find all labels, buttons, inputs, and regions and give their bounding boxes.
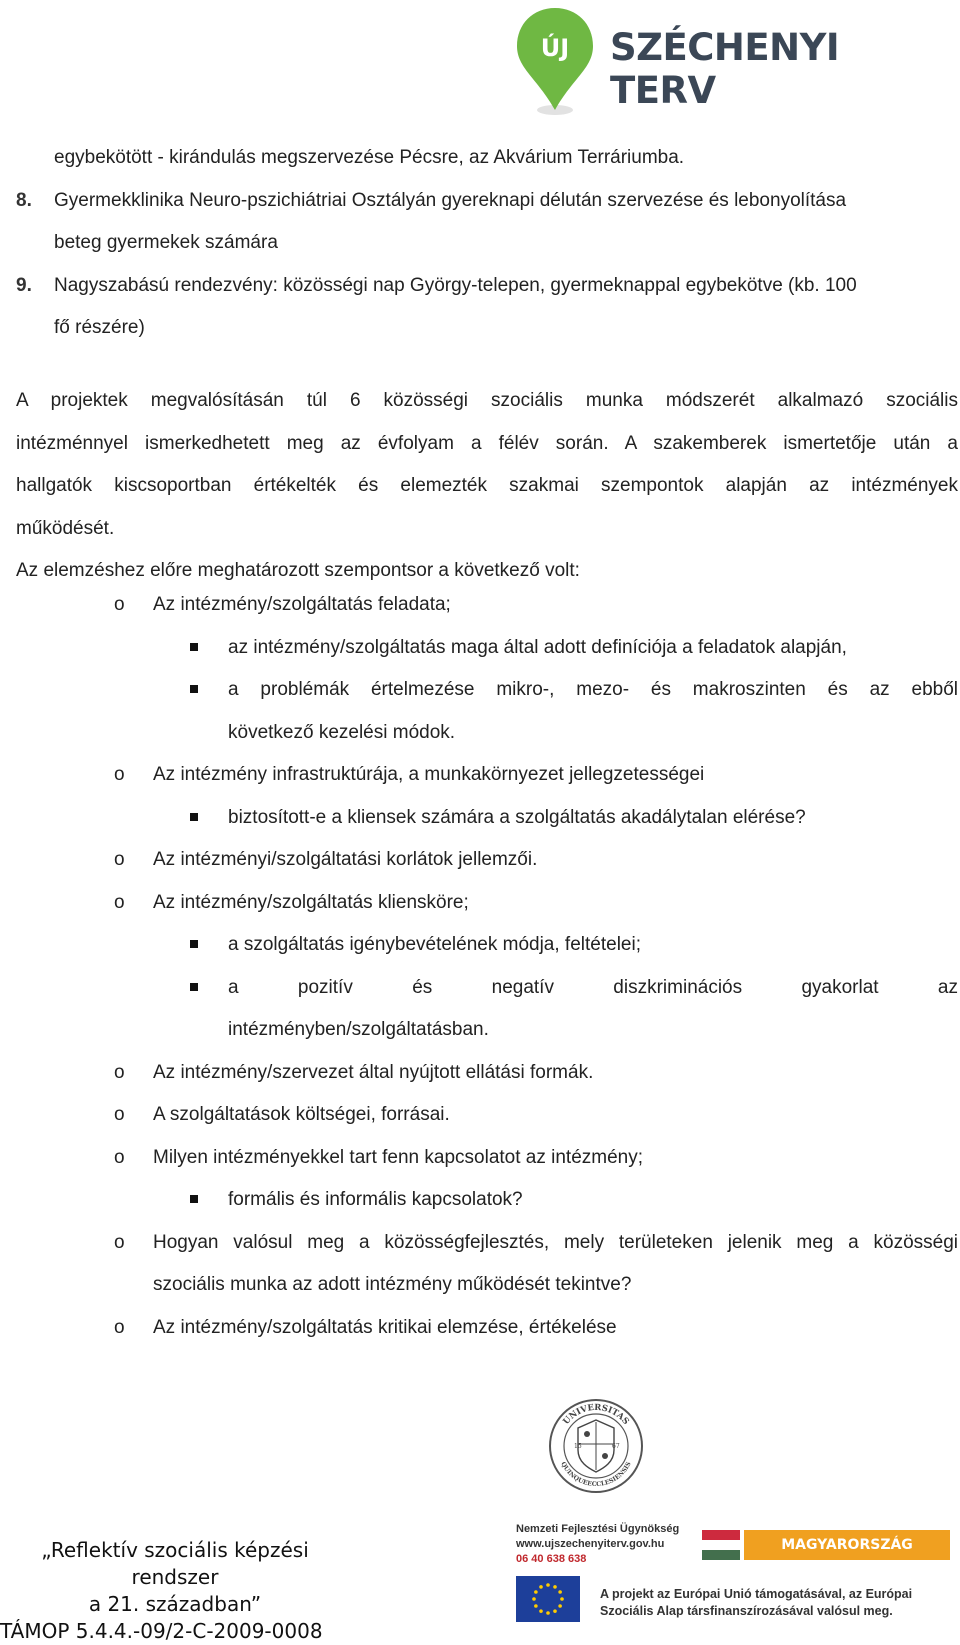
outline-subitem	[16, 1179, 958, 1222]
agency-url: www.ujszechenyiterv.gov.hu	[516, 1538, 665, 1550]
project-code: TÁMOP 5.4.4.-09/2-C-2009-0008	[0, 1619, 323, 1643]
university-seal-icon	[548, 1398, 644, 1494]
agency-info	[516, 1522, 679, 1567]
magyarorszag-megujul-banner: MAGYARORSZÁG MEGÚJUL	[744, 1530, 950, 1560]
circle-bullet-icon: o	[114, 849, 125, 870]
square-bullet-icon	[190, 685, 198, 693]
square-bullet-icon	[190, 813, 198, 821]
hungary-flag-icon	[702, 1530, 740, 1560]
eu-star-icon	[534, 1604, 538, 1608]
outline-subitem	[16, 627, 958, 670]
outline-item	[16, 1307, 958, 1350]
circle-bullet-icon: o	[114, 1231, 125, 1253]
outline-subitem	[16, 924, 958, 967]
circle-bullet-icon: o	[114, 1316, 125, 1338]
outline-subitem-text: biztosított-e a kliensek számára a szolgáltatás akadálytalan elérése?	[228, 806, 806, 828]
eu-star-icon	[539, 1609, 543, 1613]
circle-bullet-icon: o	[114, 1146, 125, 1168]
project-title-line2: a 21. században”	[88, 1592, 262, 1616]
agency-name: Nemzeti Fejlesztési Ügynökség	[516, 1523, 680, 1535]
list-number-8: 8.	[16, 189, 32, 211]
outline-subitem	[16, 797, 958, 840]
outline-item	[16, 584, 958, 627]
agency-phone: 06 40 638 638	[516, 1553, 587, 1565]
outline-item-text: Az intézmény infrastruktúrája, a munkakörnyezet jellegzetességei	[153, 764, 705, 785]
logo-badge-text: ÚJ	[540, 34, 570, 62]
map-pin-logo-icon	[515, 6, 595, 118]
outline-item-text: Az intézmény/szervezet által nyújtott ellátási formák.	[153, 1061, 594, 1083]
outline-item-text: Az intézmény/szolgáltatás feladata;	[153, 594, 451, 615]
criteria-outline	[16, 584, 958, 1349]
circle-bullet-icon: o	[114, 594, 125, 615]
eu-star-icon	[546, 1583, 550, 1587]
outline-item	[16, 839, 958, 882]
square-bullet-icon	[190, 940, 198, 948]
outline-item-cont: szociális munka az adott intézmény működését tekintve?	[153, 1274, 632, 1295]
szechenyi-terv-logo	[515, 6, 935, 121]
square-bullet-icon	[190, 643, 198, 651]
circle-bullet-icon: o	[114, 764, 125, 785]
outline-subitem-text: a szolgáltatás igénybevételének módja, feltételei;	[228, 934, 641, 955]
numbered-list	[16, 137, 958, 350]
list-item-9-text-cont: fő részére)	[54, 317, 145, 338]
outline-subitem-text: a pozitív és negatív diszkriminációs gyakorlat az	[228, 976, 958, 998]
outline-item	[16, 1137, 958, 1180]
eu-funding-line2: Szociális Alap társfinanszírozásával valósul meg.	[600, 1604, 893, 1618]
seal-bottom-text: QUINQUEECCLESIENSIS	[559, 1460, 633, 1489]
list-number-9: 9.	[16, 274, 32, 296]
list-item-9-text: Nagyszabású rendezvény: közösségi nap György-telepen, gyermeknappal egybekötve (kb. 100	[54, 274, 857, 296]
paragraph-projects	[16, 380, 958, 593]
project-title-line1: „Reflektív szociális képzési rendszer	[41, 1538, 309, 1589]
outline-item	[16, 754, 958, 797]
outline-subitem-text: az intézmény/szolgáltatás maga által adott definíciója a feladatok alapján,	[228, 636, 847, 658]
outline-subitem-cont: intézményben/szolgáltatásban.	[228, 1019, 489, 1040]
list-item-8-text: Gyermekklinika Neuro-pszichiátriai Osztályán gyereknapi délután szervezése és lebonyolítása	[54, 189, 847, 211]
paragraph-line: A projektek megvalósításán túl 6 közösségi szociális munka módszerét alkalmazó szociális	[16, 390, 958, 411]
seal-year-right: 67	[612, 1443, 620, 1450]
eu-star-icon	[534, 1590, 538, 1594]
paragraph-line: intézménnyel ismerkedhetett meg az évfolyam a félév során. A szakemberek ismertetője után a	[16, 432, 958, 454]
seal-top-text: UNIVERSITAS	[561, 1402, 631, 1427]
outline-subitem-text: a problémák értelmezése mikro-, mezo- és makroszinten és az ebből	[228, 679, 958, 700]
list-item-8	[16, 180, 958, 223]
outline-item	[16, 882, 958, 925]
eu-flag-icon	[516, 1576, 580, 1622]
outline-item-text: A szolgáltatások költségei, forrásai.	[153, 1104, 450, 1125]
square-bullet-icon	[190, 983, 198, 991]
outline-subitem	[16, 669, 958, 712]
circle-bullet-icon: o	[114, 1104, 125, 1125]
outline-subitem-cont: következő kezelési módok.	[228, 721, 456, 743]
paragraph-line: működését.	[16, 517, 115, 539]
list-item-8-text-cont: beteg gyermekek számára	[54, 232, 278, 253]
eu-star-icon	[558, 1604, 562, 1608]
outline-item-text: Az intézményi/szolgáltatási korlátok jellemzői.	[153, 849, 538, 870]
eu-star-icon	[553, 1609, 557, 1613]
seal-year-left: 15	[574, 1443, 582, 1450]
list-item-7-continuation: egybekötött - kirándulás megszervezése Pécsre, az Akvárium Terráriumba.	[54, 147, 685, 168]
eu-star-icon	[560, 1597, 564, 1601]
outline-subitem	[16, 967, 958, 1010]
paragraph-line: hallgatók kiscsoportban értékelték és elemezték szakmai szempontok alapján az intézmények	[16, 475, 958, 496]
eu-star-icon	[558, 1590, 562, 1594]
eu-star-icon	[539, 1585, 543, 1589]
outline-item-text: Milyen intézményekkel tart fenn kapcsolatot az intézmény;	[153, 1146, 644, 1168]
eu-star-icon	[546, 1611, 550, 1615]
outline-item-text: Az intézmény/szolgáltatás kritikai elemzése, értékelése	[153, 1316, 617, 1338]
outline-item-text: Hogyan valósul meg a közösségfejlesztés, mely területeken jelenik meg a közösségi	[153, 1231, 958, 1253]
eu-star-icon	[553, 1585, 557, 1589]
circle-bullet-icon: o	[114, 1061, 125, 1083]
logo-text: SZÉCHENYI TERV	[610, 26, 840, 112]
outline-subitem-text: formális és informális kapcsolatok?	[228, 1189, 523, 1210]
outline-item-text: Az intézmény/szolgáltatás klienskörе;	[153, 891, 469, 913]
outline-item	[16, 1052, 958, 1095]
funding-footer	[510, 1520, 950, 1635]
eu-star-icon	[532, 1597, 536, 1601]
square-bullet-icon	[190, 1195, 198, 1203]
eu-funding-text	[600, 1586, 912, 1620]
list-item-9	[16, 265, 958, 308]
paragraph-intro-criteria: Az elemzéshez előre meghatározott szempontsor a következő volt:	[16, 560, 580, 581]
circle-bullet-icon: o	[114, 891, 125, 913]
eu-funding-line1: A projekt az Európai Unió támogatásával, az Európai	[600, 1587, 913, 1601]
project-footer	[0, 1537, 350, 1645]
outline-item	[16, 1094, 958, 1137]
outline-item	[16, 1222, 958, 1265]
